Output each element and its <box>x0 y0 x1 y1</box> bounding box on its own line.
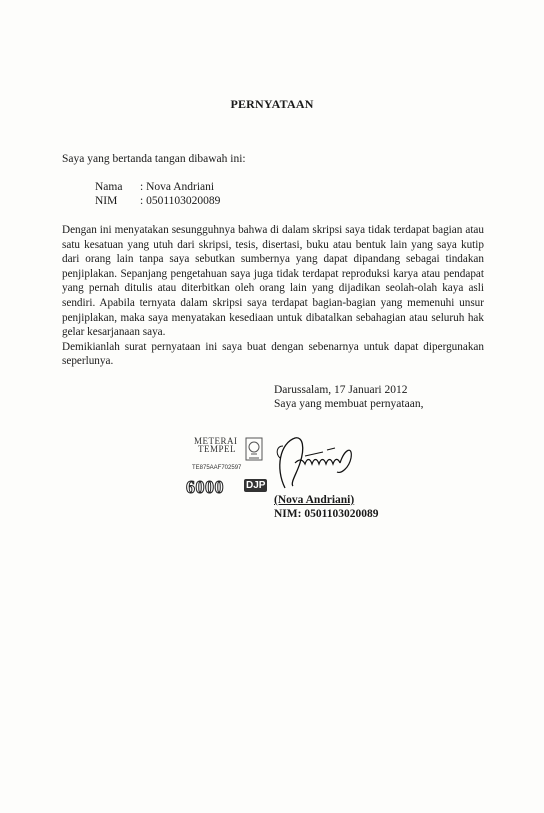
stamp-value: 6000 <box>186 477 224 497</box>
stamp-code: TE875AAF702597 <box>192 465 242 471</box>
closing-paragraph: Demikianlah surat pernyataan ini saya buat dengan sebenarnya untuk dapat dipergunakan seperlunya. <box>62 340 484 368</box>
stamp-title: METERAI <box>194 436 238 446</box>
statement-paragraph: Dengan ini menyatakan sesungguhnya bahwa di dalam skripsi saya tidak terdapat bagian atau satu kesatuan yang utuh dari skripsi, tesis, disertasi, buku atau bentuk lain yang saya kutip dari orang lain tanpa saya sebutkan sumbernya yang dapat dipandang sebagai tindakan penjiplakan. Sepanjang pengetahuan saya juga tidak terdapat reproduksi karya atau pendapat yang pernah ditulis atau diterbitkan oleh orang lain yang dijadikan seolah-olah kaya asli sendiri. Apabila ternyata dalam skripsi saya terdapat bagian-bagian yang memenuhi unsur penjiplakan, maka saya menyatakan kesediaan untuk dibatalkan sebahagian atau seluruh hak gelar kesarjanaan saya. <box>62 224 484 339</box>
identity-label: Nama <box>95 181 123 193</box>
place-date: Darussalam, 17 Januari 2012 <box>274 384 408 396</box>
identity-row-name <box>95 181 214 193</box>
identity-value: : Nova Andriani <box>140 181 215 193</box>
statement-body <box>62 223 484 369</box>
identity-label: NIM <box>95 195 118 207</box>
stamp-brand: DJP <box>246 480 266 491</box>
identity-value: : 0501103020089 <box>140 195 221 207</box>
handwritten-signature-icon <box>245 428 365 498</box>
signature-statement: Saya yang membuat pernyataan, <box>274 398 424 410</box>
document-title: PERNYATAAN <box>230 97 314 111</box>
intro-text: Saya yang bertanda tangan dibawah ini: <box>62 153 246 165</box>
stamp-subtitle: TEMPEL <box>198 444 236 454</box>
identity-row-nim <box>95 195 220 207</box>
signatory-name: (Nova Andriani) <box>274 494 355 506</box>
signatory-nim: NIM: 0501103020089 <box>274 508 379 520</box>
